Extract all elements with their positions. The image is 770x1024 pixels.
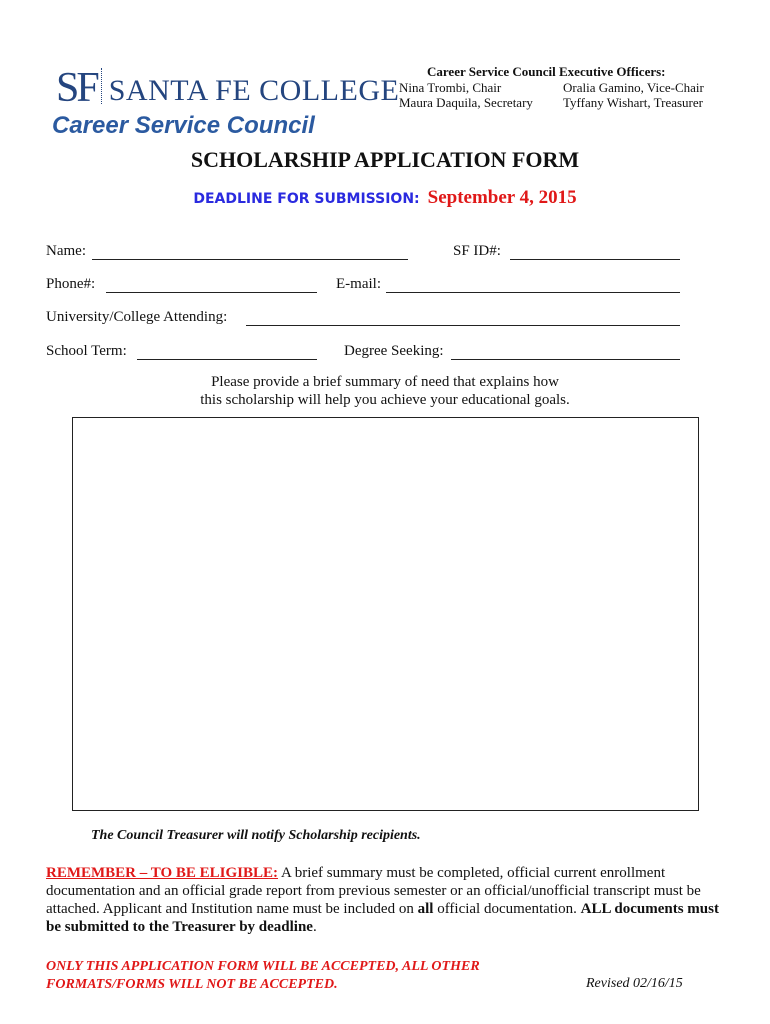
officers-title: Career Service Council Executive Officers:	[427, 64, 666, 79]
deadline-label: DEADLINE FOR SUBMISSION:	[193, 191, 420, 207]
phone-field[interactable]	[106, 292, 317, 293]
sfid-label: SF ID#:	[453, 243, 501, 259]
eligibility-text-2: official documentation.	[433, 901, 581, 917]
name-field[interactable]	[92, 259, 408, 260]
deadline-line	[0, 187, 770, 209]
revision-date: Revised 02/16/15	[586, 976, 683, 991]
summary-textarea[interactable]	[72, 417, 699, 811]
officer-treasurer: Tyffany Wishart, Treasurer	[563, 95, 703, 110]
term-label: School Term:	[46, 343, 127, 359]
deadline-date: September 4, 2015	[427, 187, 577, 208]
university-field[interactable]	[246, 325, 680, 326]
acceptance-warning	[46, 958, 480, 994]
sfid-field[interactable]	[510, 259, 680, 260]
eligibility-deadline-bold: ALL documents must be submitted to the Treasurer by deadline	[46, 901, 719, 935]
email-field[interactable]	[386, 292, 680, 293]
officer-chair: Nina Trombi, Chair	[399, 80, 502, 95]
eligibility-all: all	[417, 901, 434, 917]
instructions-line-2: this scholarship will help you achieve your educational goals.	[200, 392, 570, 408]
eligibility-end: .	[312, 919, 317, 935]
term-field[interactable]	[137, 359, 317, 360]
name-label: Name:	[46, 243, 86, 259]
university-label: University/College Attending:	[46, 309, 228, 325]
eligibility-note	[46, 864, 726, 936]
eligibility-text-1: A brief summary must be completed, official current enrollment documentation and an official grade report from previous semester or an official/unofficial transcript must be attached. Applicant and Institution name must be included on	[46, 865, 701, 917]
college-logo	[56, 64, 400, 111]
officer-vice-chair: Oralia Gamino, Vice-Chair	[563, 80, 704, 95]
summary-instructions	[0, 373, 770, 409]
logo-divider	[101, 68, 103, 104]
phone-label: Phone#:	[46, 276, 96, 292]
logo-name: SANTA FE COLLEGE	[108, 74, 400, 107]
officer-secretary: Maura Daquila, Secretary	[399, 95, 533, 110]
warning-line-1: ONLY THIS APPLICATION FORM WILL BE ACCEPTED, ALL OTHER	[46, 959, 480, 974]
form-title: SCHOLARSHIP APPLICATION FORM	[190, 147, 580, 172]
degree-field[interactable]	[451, 359, 680, 360]
email-label: E-mail:	[336, 276, 381, 292]
degree-label: Degree Seeking:	[344, 343, 444, 359]
logo-initials: SF	[56, 65, 97, 111]
notify-note: The Council Treasurer will notify Scholarship recipients.	[91, 828, 421, 843]
eligibility-heading: REMEMBER – TO BE ELIGIBLE:	[46, 865, 279, 881]
instructions-line-1: Please provide a brief summary of need that explains how	[211, 374, 559, 390]
council-name: Career Service Council	[52, 112, 315, 139]
warning-line-2: FORMATS/FORMS WILL NOT BE ACCEPTED.	[46, 977, 338, 992]
